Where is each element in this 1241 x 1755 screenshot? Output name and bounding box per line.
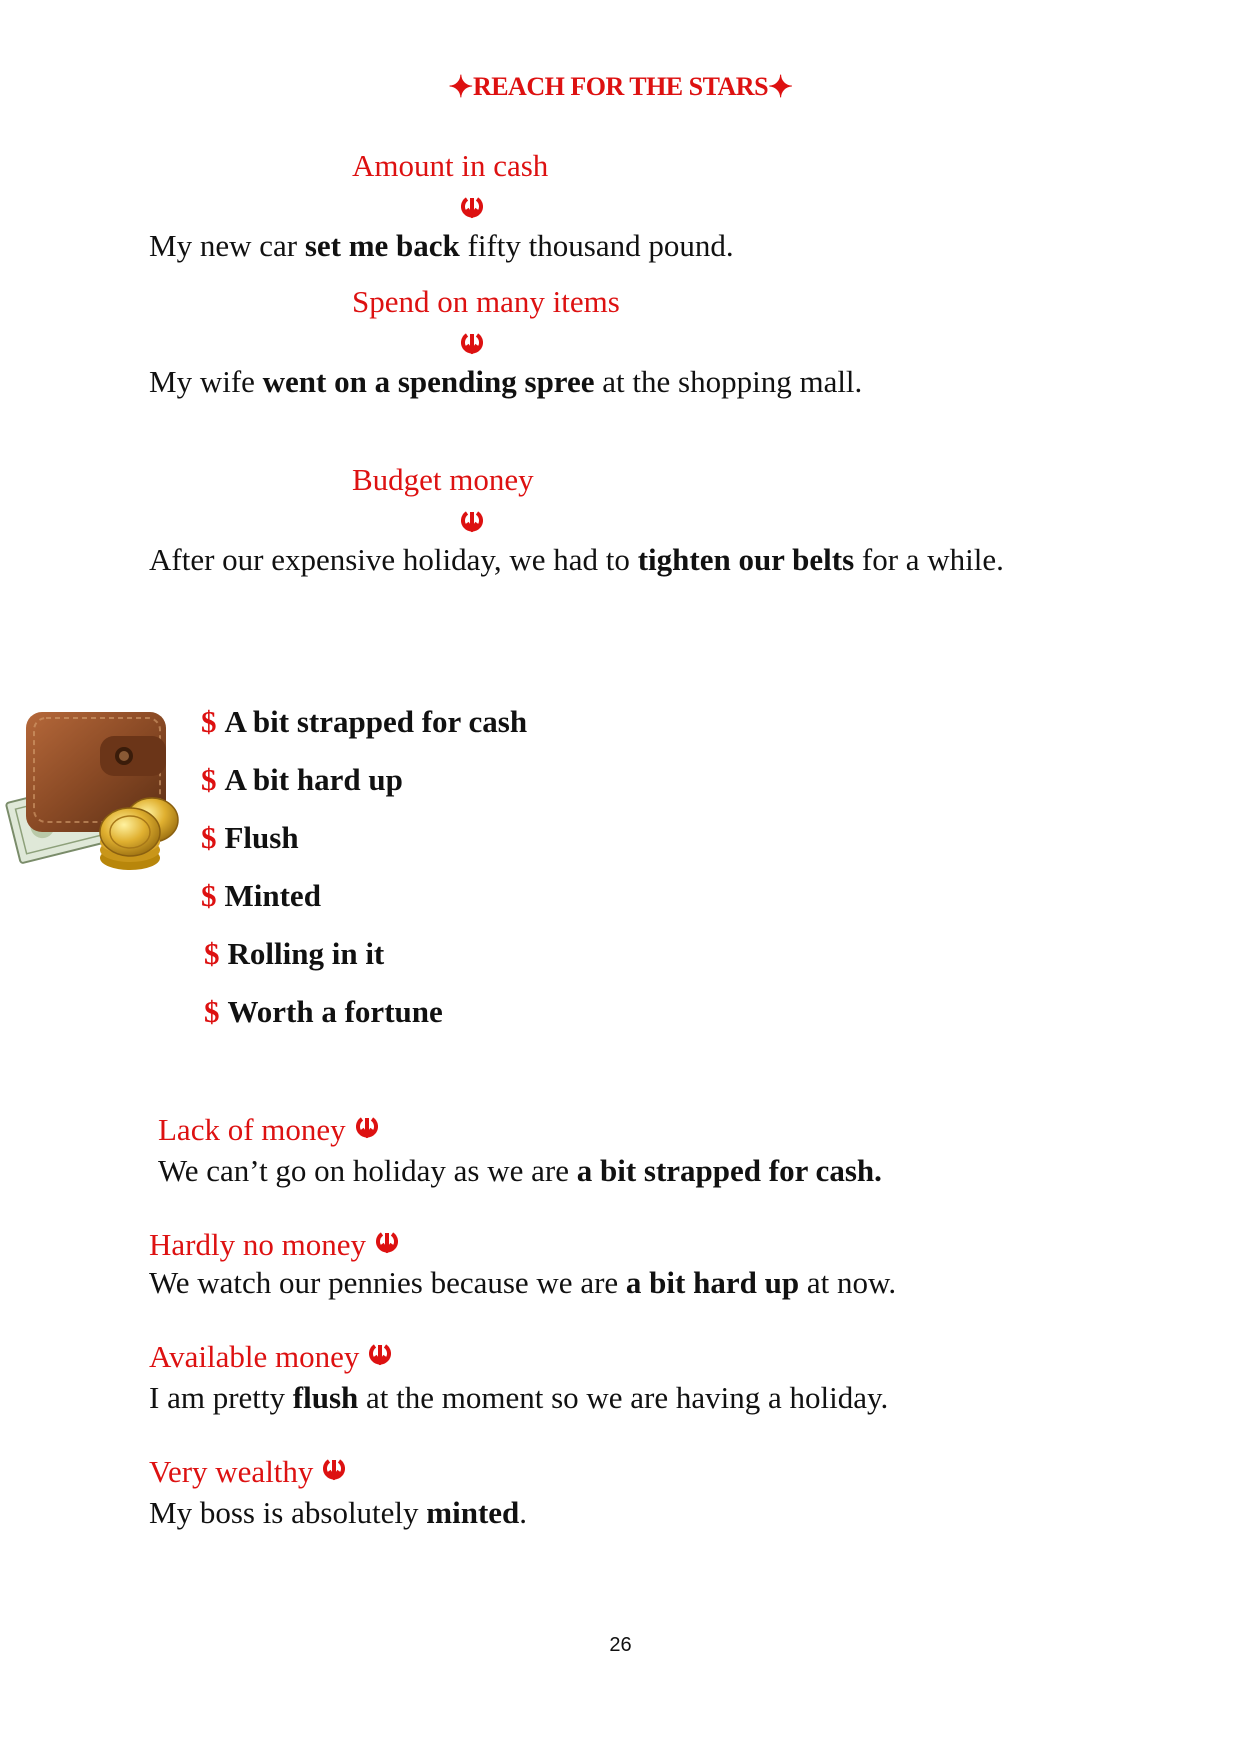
meaning-label: Very wealthy bbox=[149, 1454, 314, 1489]
down-arrow-icon bbox=[369, 1343, 391, 1369]
idiom-phrase: flush bbox=[292, 1380, 359, 1415]
dollar-bullet: $ bbox=[204, 994, 220, 1029]
down-arrow-icon bbox=[323, 1458, 345, 1484]
list-item: $ A bit strapped for cash bbox=[201, 704, 528, 739]
four-point-star-icon: ✦ bbox=[768, 71, 793, 104]
meaning-label: Budget money bbox=[352, 462, 534, 497]
example-sentence: I am pretty flush at the moment so we are having a holiday. bbox=[149, 1380, 889, 1415]
example-sentence: We can’t go on holiday as we are a bit strapped for cash. bbox=[158, 1153, 882, 1188]
page-header bbox=[0, 70, 1241, 105]
example-sentence: My boss is absolutely minted. bbox=[149, 1495, 528, 1530]
idiom-phrase: set me back bbox=[304, 228, 460, 263]
list-item: $ Flush bbox=[201, 820, 299, 855]
example-sentence: We watch our pennies because we are a bit hard up at now. bbox=[149, 1265, 897, 1300]
idiom-phrase: a bit strapped for cash. bbox=[576, 1153, 882, 1188]
dollar-bullet: $ bbox=[201, 820, 217, 855]
example-sentence: My wife went on a spending spree at the shopping mall. bbox=[149, 364, 863, 399]
dollar-bullet: $ bbox=[201, 878, 217, 913]
list-item: $ Rolling in it bbox=[204, 936, 385, 971]
down-arrow-icon bbox=[376, 1231, 398, 1257]
list-item: $ Minted bbox=[201, 878, 321, 913]
meaning-row bbox=[149, 1454, 345, 1490]
meaning-label: Spend on many items bbox=[352, 284, 620, 319]
example-sentence: My new car set me back fifty thousand pound. bbox=[149, 228, 734, 263]
page-number: 26 bbox=[609, 1634, 632, 1656]
meaning-label: Hardly no money bbox=[149, 1227, 366, 1262]
wallet-with-coins-icon bbox=[4, 690, 194, 890]
meaning-row bbox=[158, 1112, 378, 1148]
dollar-bullet: $ bbox=[201, 704, 217, 739]
meaning-row bbox=[149, 1339, 391, 1375]
meaning-label: Amount in cash bbox=[352, 148, 549, 183]
four-point-star-icon: ✦ bbox=[448, 71, 473, 104]
list-item: $ Worth a fortune bbox=[204, 994, 443, 1029]
idiom-phrase: tighten our belts bbox=[637, 542, 855, 577]
down-arrow-icon bbox=[461, 196, 483, 222]
dollar-bullet: $ bbox=[204, 936, 220, 971]
meaning-row bbox=[149, 1227, 398, 1263]
list-item: $ A bit hard up bbox=[201, 762, 403, 797]
meaning-label: Available money bbox=[149, 1339, 360, 1374]
idiom-phrase: went on a spending spree bbox=[262, 364, 595, 399]
idiom-phrase: a bit hard up bbox=[625, 1265, 800, 1300]
dollar-bullet: $ bbox=[201, 762, 217, 797]
down-arrow-icon bbox=[461, 510, 483, 536]
example-sentence: After our expensive holiday, we had to tighten our belts for a while. bbox=[149, 542, 1004, 577]
idiom-phrase: minted bbox=[426, 1495, 520, 1530]
down-arrow-icon bbox=[461, 332, 483, 358]
meaning-label: Lack of money bbox=[158, 1112, 346, 1147]
header-title: REACH FOR THE STARS bbox=[472, 72, 769, 101]
down-arrow-icon bbox=[356, 1116, 378, 1142]
